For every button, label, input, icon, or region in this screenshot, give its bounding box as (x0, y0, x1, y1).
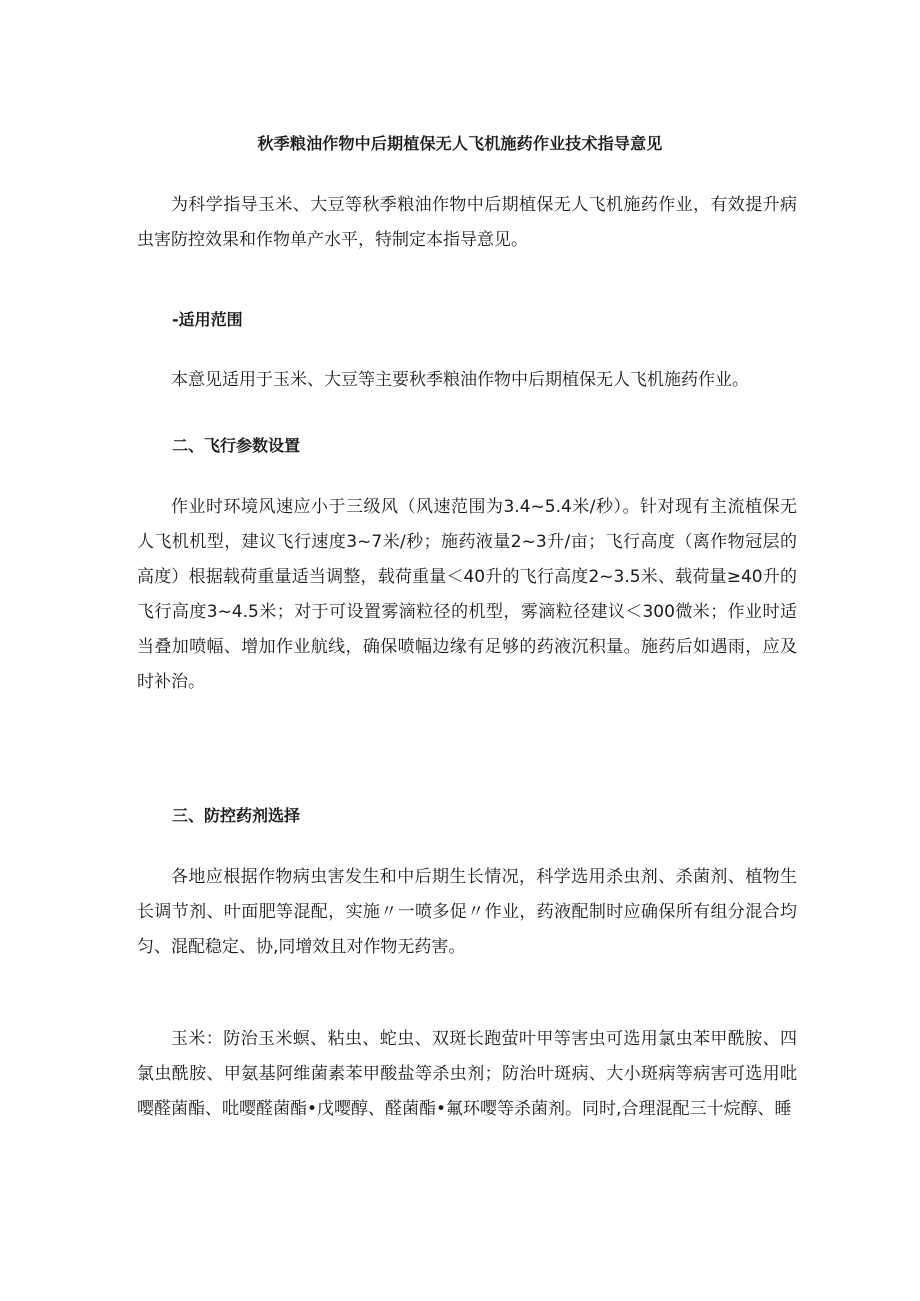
scope-paragraph: 本意见适用于玉米、大豆等主要秋季粮油作物中后期植保无人飞机施药作业。 (171, 370, 749, 390)
section-heading-flight-parameters: 二、飞行参数设置 (172, 436, 301, 455)
intro-paragraph: 为科学指导玉米、大豆等秋季粮油作物中后期植保无人飞机施药作业，有效提升病虫害防控效果和作物单产水平，特制定本指导意见。 (137, 195, 797, 250)
section-heading-scope: -适用范围 (172, 310, 243, 329)
section-heading-pesticide-selection: 三、防控药剂选择 (172, 806, 301, 825)
document-title: 秋季粮油作物中后期植保无人飞机施药作业技术指导意见 (257, 134, 663, 153)
flight-parameters-paragraph: 作业时环境风速应小于三级风（风速范围为3.4~5.4米/秒）。针对现有主流植保无人飞机机型，建议飞行速度3~7米/秒；施药液量2~3升/亩；飞行高度（离作物冠层的高度）根据载荷重量适当调整，载荷重量＜40升的飞行高度2~3.5米、载荷量≥40升的飞行高度3~4.5米；对于可设置雾滴粒径的机型，雾滴粒径建议＜300微米；作业时适当叠加喷幅、增加作业航线，确保喷幅边缘有足够的药液沉积量。施药后如遇雨，应及时补治。 (137, 497, 797, 692)
corn-paragraph: 玉米：防治玉米螟、粘虫、蛇虫、双斑长跑萤叶甲等害虫可选用氯虫苯甲酰胺、四氯虫酰胺、甲氨基阿维菌素苯甲酸盐等杀虫剂；防治叶斑病、大小斑病等病害可选用吡嘤醛菌酯、吡嘤醛菌酯•戊嘤醇、醛菌酯•氟环嘤等杀菌剂。同时,合理混配三十烷醇、睡 (137, 1029, 797, 1119)
pesticide-selection-paragraph: 各地应根据作物病虫害发生和中后期生长情况，科学选用杀虫剂、杀菌剂、植物生长调节剂、叶面肥等混配，实施〃一喷多促〃作业，药液配制时应确保所有组分混合均匀、混配稳定、协,同增效且对作物无药害。 (137, 867, 797, 957)
